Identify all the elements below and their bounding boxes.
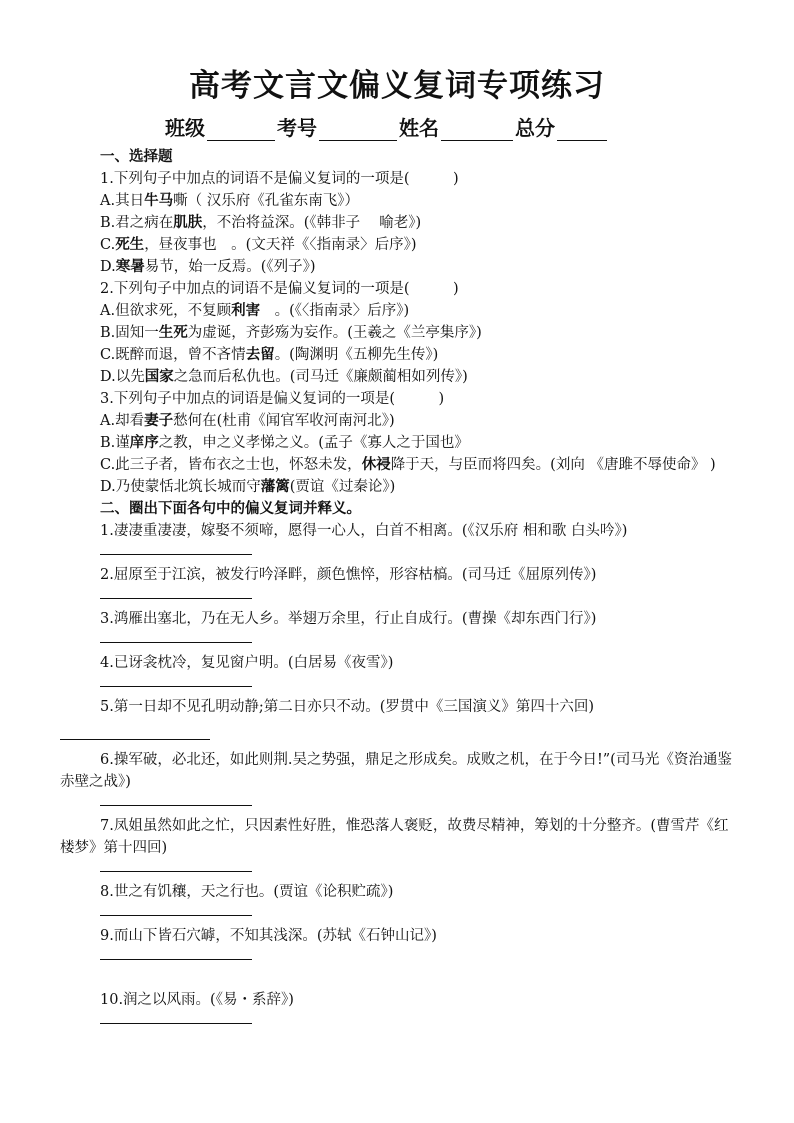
answer-line[interactable] <box>100 586 252 599</box>
answer-line[interactable] <box>100 947 252 960</box>
name-label: 姓名 <box>399 116 439 140</box>
exam-number-blank[interactable] <box>319 120 397 141</box>
option-d[interactable]: D.以先国家之急而后私仇也。(司马迁《廉颇蔺相如列传》) <box>100 368 468 385</box>
answer-line[interactable] <box>100 1011 252 1024</box>
option-c[interactable]: C.此三子者，皆布衣之士也，怀怒未发，休祲降于天，与臣而将四矣。(刘向 《唐雎不辱使命》 ) <box>100 456 716 473</box>
option-b[interactable]: B.君之病在肌肤，不治将益深。(《韩非子 喻老》) <box>100 214 422 231</box>
student-info-row <box>165 112 609 141</box>
option-a[interactable]: A.却看妻子愁何在(杜甫《闻官军收河南河北》) <box>100 412 395 429</box>
option-c[interactable]: C.死生，昼夜事也 。(文天祥《〈指南录〉后序》) <box>100 236 417 253</box>
option-a[interactable]: A.其日牛马嘶（ 汉乐府《孔雀东南飞》） <box>100 192 359 209</box>
option-a[interactable]: A.但欲求死，不复顾利害 。(《〈指南录〉后序》) <box>100 302 410 319</box>
sentence-item: 10.润之以风雨。(《易・系辞》) <box>100 992 294 1008</box>
sentence-item: 8.世之有饥穰，天之行也。(贾谊《论积贮疏》) <box>100 884 394 900</box>
worksheet-body <box>60 146 751 1033</box>
question-stem: 2.下列句子中加点的词语不是偏义复词的一项是( ) <box>100 281 459 297</box>
option-b[interactable]: B.固知一生死为虚诞，齐彭殇为妄作。(王羲之《兰亭集序》) <box>100 324 482 341</box>
answer-line[interactable] <box>100 903 252 916</box>
answer-line[interactable] <box>60 723 210 740</box>
score-label: 总分 <box>515 116 555 140</box>
section-heading: 一、选择题 <box>100 149 173 165</box>
class-label: 班级 <box>165 116 205 140</box>
answer-line[interactable] <box>100 859 252 872</box>
class-blank[interactable] <box>207 120 275 141</box>
sentence-item: 7.凤姐虽然如此之忙，只因素性好胜，惟恐落人褒贬，故费尽精神，筹划的十分整齐。(曹雪芹《红楼梦》第十四回) <box>60 818 729 856</box>
sentence-item: 4.已讶衾枕冷，复见窗户明。(白居易《夜雪》) <box>100 655 394 671</box>
option-d[interactable]: D.乃使蒙恬北筑长城而守藩篱(贾谊《过秦论》) <box>100 478 396 495</box>
answer-line[interactable] <box>100 793 252 806</box>
sentence-item: 2.屈原至于江滨，被发行吟泽畔，颜色憔悴，形容枯槁。(司马迁《屈原列传》) <box>100 567 597 583</box>
page-title: 高考文言文偏义复词专项练习 <box>189 68 605 104</box>
section-heading: 二、圈出下面各句中的偏义复词并释义。 <box>100 501 361 517</box>
option-c[interactable]: C.既醉而退，曾不吝情去留。(陶渊明《五柳先生传》) <box>100 346 439 363</box>
name-blank[interactable] <box>441 120 513 141</box>
sentence-item: 3.鸿雁出塞北，乃在无人乡。举翅万余里，行止自成行。(曹操《却东西门行》) <box>100 611 597 627</box>
question-stem: 3.下列句子中加点的词语是偏义复词的一项是( ) <box>100 391 445 407</box>
sentence-item: 1.凄凄重凄凄，嫁娶不须啼，愿得一心人，白首不相离。(《汉乐府 相和歌 白头吟》) <box>100 523 628 539</box>
answer-line[interactable] <box>100 630 252 643</box>
sentence-item: 9.而山下皆石穴罅，不知其浅深。(苏轼《石钟山记》) <box>100 928 437 944</box>
option-d[interactable]: D.寒暑易节，始一反焉。(《列子》) <box>100 258 316 275</box>
question-stem: 1.下列句子中加点的词语不是偏义复词的一项是( ) <box>100 171 459 187</box>
answer-line[interactable] <box>100 542 252 555</box>
score-blank[interactable] <box>557 120 607 141</box>
exam-label: 考号 <box>277 116 317 140</box>
sentence-item: 5.第一日却不见孔明动静;第二日亦只不动。(罗贯中《三国演义》第四十六回) <box>60 696 740 740</box>
sentence-item: 6.操军破，必北还，如此则荆.吴之势强，鼎足之形成矣。成败之机，在于今日!”(司马光《资治通鉴 赤壁之战》) <box>60 752 751 790</box>
answer-line[interactable] <box>100 674 252 687</box>
option-b[interactable]: B.谨庠序之教，申之义孝悌之义。(孟子《寡人之于国也》 <box>100 434 469 451</box>
